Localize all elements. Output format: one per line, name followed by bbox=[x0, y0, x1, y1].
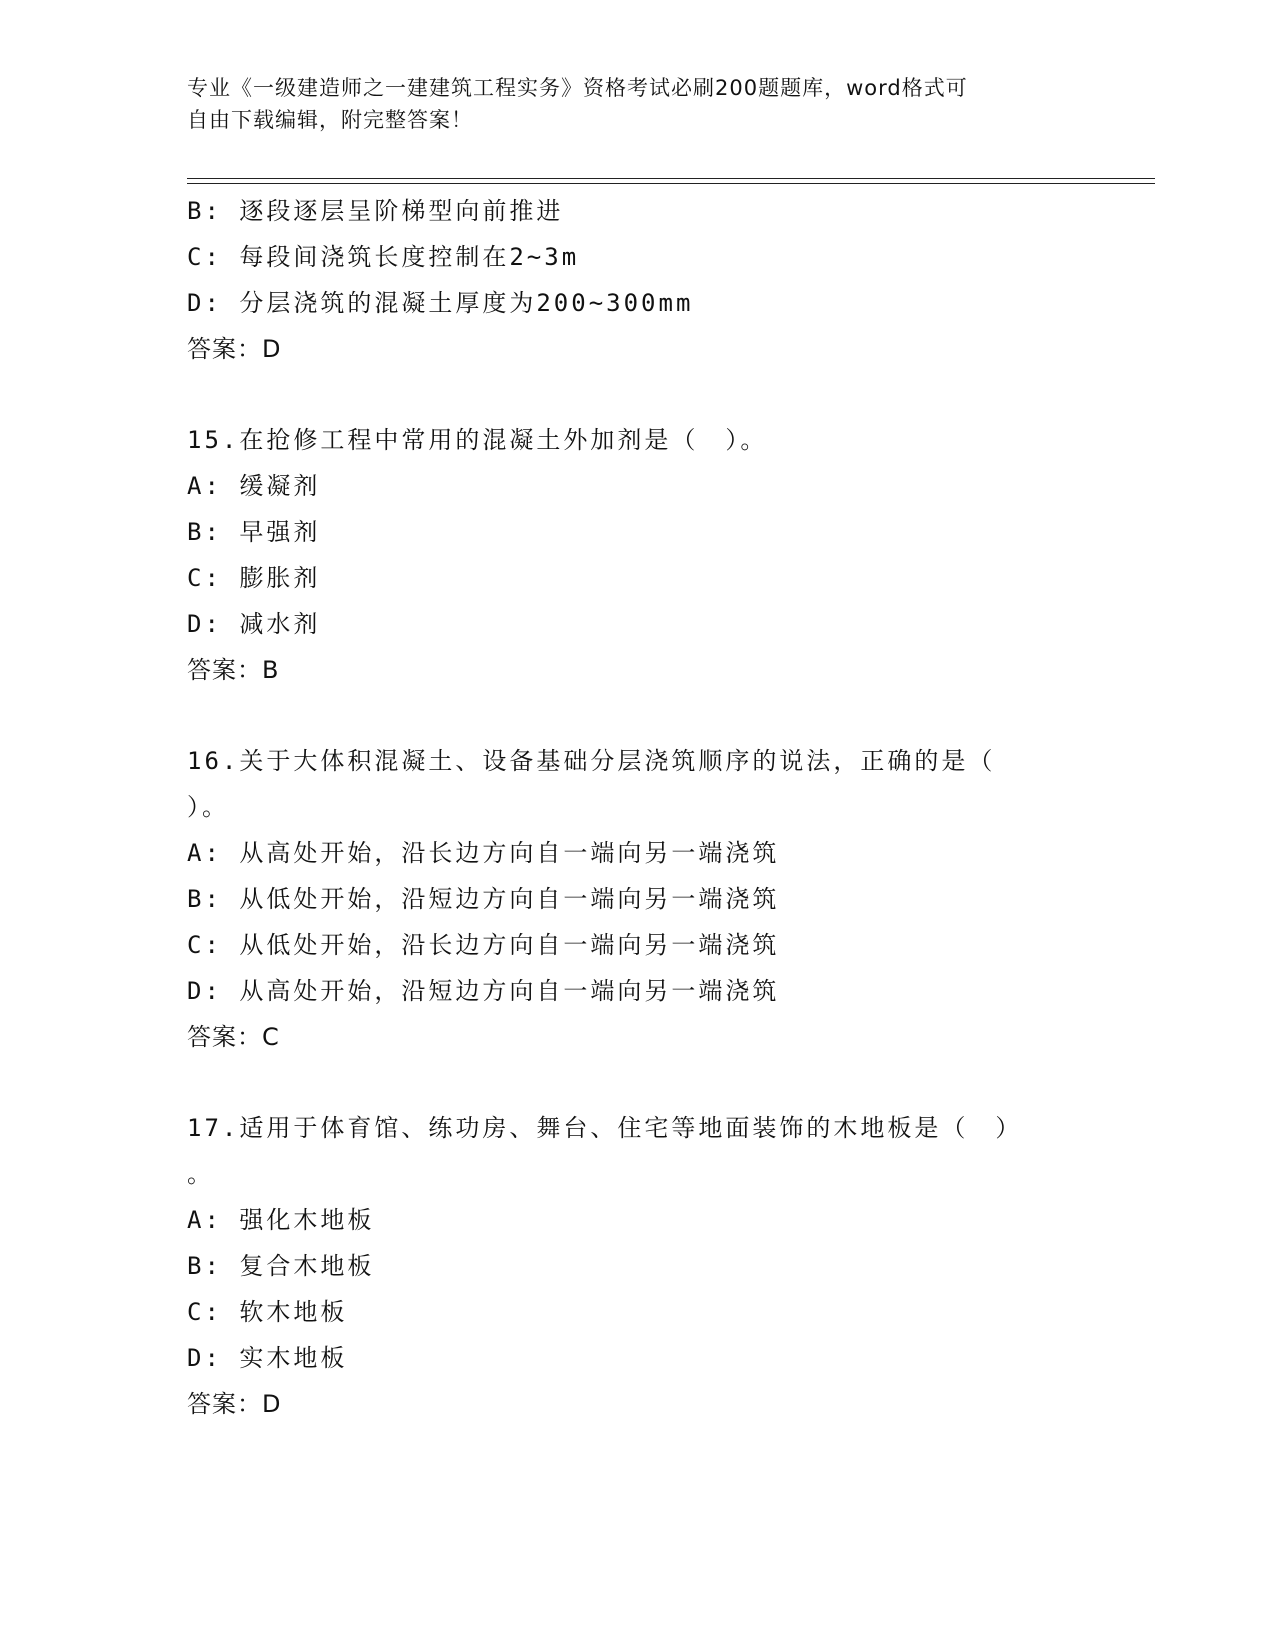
question-stem: 16.关于大体积混凝土、设备基础分层浇筑顺序的说法，正确的是（ bbox=[187, 747, 996, 775]
question-14-tail bbox=[187, 188, 1087, 372]
option-b: B: 复合木地板 bbox=[187, 1252, 375, 1280]
spacer bbox=[187, 693, 1087, 738]
answer: 答案：C bbox=[187, 1023, 280, 1051]
document-header bbox=[187, 72, 1087, 136]
option-b: B: 早强剂 bbox=[187, 518, 321, 546]
spacer bbox=[187, 1060, 1087, 1105]
header-line-1: 专业《一级建造师之一建建筑工程实务》资格考试必刷200题题库，word格式可 bbox=[187, 76, 968, 100]
option-b: B: 从低处开始，沿短边方向自一端向另一端浇筑 bbox=[187, 885, 780, 913]
answer: 答案：D bbox=[187, 1390, 282, 1418]
option-d: D: 分层浇筑的混凝土厚度为200~300mm bbox=[187, 289, 694, 317]
answer: 答案：D bbox=[187, 335, 282, 363]
question-stem-continued: 。 bbox=[187, 1160, 214, 1188]
option-b: B: 逐段逐层呈阶梯型向前推进 bbox=[187, 197, 564, 225]
header-divider-top bbox=[187, 178, 1155, 179]
spacer bbox=[187, 372, 1087, 417]
option-c: C: 每段间浇筑长度控制在2~3m bbox=[187, 243, 580, 271]
question-list bbox=[187, 188, 1087, 1427]
option-d: D: 实木地板 bbox=[187, 1344, 348, 1372]
option-c: C: 软木地板 bbox=[187, 1298, 348, 1326]
option-d: D: 减水剂 bbox=[187, 610, 321, 638]
option-a: A: 强化木地板 bbox=[187, 1206, 375, 1234]
question-17 bbox=[187, 1105, 1087, 1427]
question-stem-continued: ）。 bbox=[187, 793, 229, 821]
question-stem: 17.适用于体育馆、练功房、舞台、住宅等地面装饰的木地板是（ ） bbox=[187, 1114, 1023, 1142]
option-d: D: 从高处开始，沿短边方向自一端向另一端浇筑 bbox=[187, 977, 780, 1005]
option-c: C: 膨胀剂 bbox=[187, 564, 321, 592]
option-a: A: 缓凝剂 bbox=[187, 472, 321, 500]
option-c: C: 从低处开始，沿长边方向自一端向另一端浇筑 bbox=[187, 931, 780, 959]
question-16 bbox=[187, 738, 1087, 1060]
question-stem: 15.在抢修工程中常用的混凝土外加剂是（ ）。 bbox=[187, 426, 768, 454]
header-divider-bottom bbox=[187, 183, 1155, 184]
answer: 答案：B bbox=[187, 656, 280, 684]
question-15 bbox=[187, 417, 1087, 693]
header-line-2: 自由下载编辑，附完整答案！ bbox=[187, 108, 473, 132]
option-a: A: 从高处开始，沿长边方向自一端向另一端浇筑 bbox=[187, 839, 780, 867]
